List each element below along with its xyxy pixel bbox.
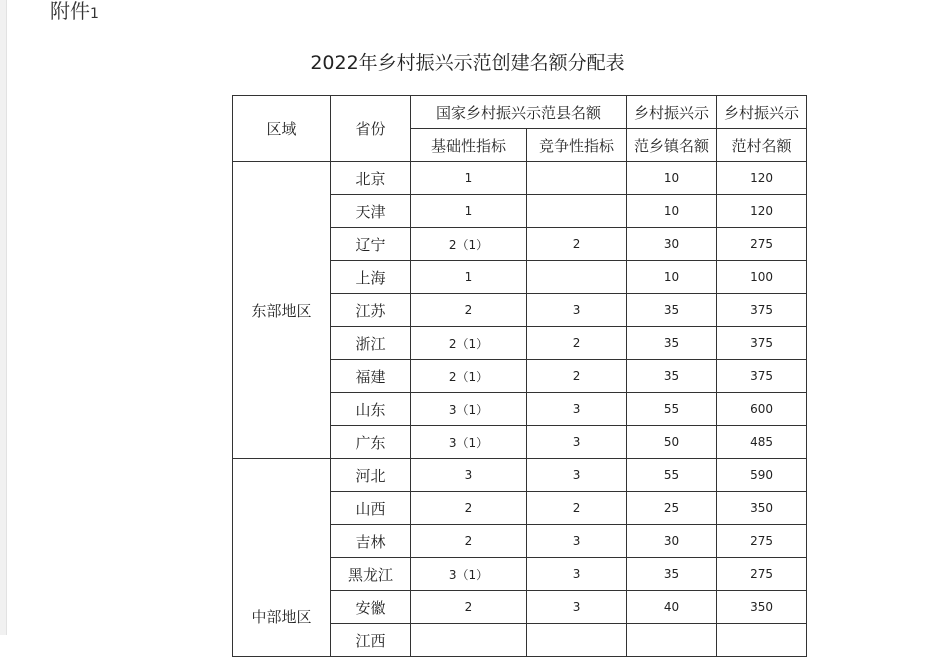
province-cell: 福建 — [331, 360, 411, 393]
competitive-quota-cell: 2 — [527, 360, 627, 393]
attachment-text: 附件 — [50, 0, 90, 23]
village-quota-cell: 600 — [717, 393, 807, 426]
basic-quota-cell: 1 — [411, 261, 527, 294]
town-quota-cell: 25 — [627, 492, 717, 525]
table-row — [233, 459, 807, 492]
competitive-quota-cell: 3 — [527, 459, 627, 492]
village-quota-cell: 375 — [717, 327, 807, 360]
basic-quota-cell: 2 — [411, 492, 527, 525]
village-quota-cell: 375 — [717, 294, 807, 327]
village-quota-cell: 275 — [717, 558, 807, 591]
basic-quota-cell: 1 — [411, 162, 527, 195]
town-quota-cell: 40 — [627, 591, 717, 624]
basic-quota-cell — [411, 624, 527, 657]
town-quota-cell: 30 — [627, 525, 717, 558]
header-town-top: 乡村振兴示 — [627, 96, 717, 129]
region-cell: 东部地区 — [233, 162, 331, 459]
province-cell: 吉林 — [331, 525, 411, 558]
competitive-quota-cell — [527, 261, 627, 294]
basic-quota-cell: 2（1） — [411, 327, 527, 360]
competitive-quota-cell: 2 — [527, 492, 627, 525]
header-province: 省份 — [331, 96, 411, 162]
province-cell: 山东 — [331, 393, 411, 426]
basic-quota-cell: 2（1） — [411, 360, 527, 393]
competitive-quota-cell: 2 — [527, 228, 627, 261]
header-county-quota: 国家乡村振兴示范县名额 — [411, 96, 627, 129]
village-quota-cell: 350 — [717, 591, 807, 624]
header-basic: 基础性指标 — [411, 129, 527, 162]
competitive-quota-cell: 2 — [527, 327, 627, 360]
basic-quota-cell: 3（1） — [411, 393, 527, 426]
header-village-top: 乡村振兴示 — [717, 96, 807, 129]
town-quota-cell: 30 — [627, 228, 717, 261]
town-quota-cell: 10 — [627, 195, 717, 228]
attachment-number: 1 — [90, 6, 99, 22]
competitive-quota-cell — [527, 624, 627, 657]
village-quota-cell: 120 — [717, 195, 807, 228]
competitive-quota-cell — [527, 195, 627, 228]
province-cell: 天津 — [331, 195, 411, 228]
allocation-table — [232, 95, 807, 657]
town-quota-cell: 50 — [627, 426, 717, 459]
town-quota-cell: 35 — [627, 327, 717, 360]
competitive-quota-cell: 3 — [527, 426, 627, 459]
province-cell: 江苏 — [331, 294, 411, 327]
page-left-edge — [0, 0, 7, 635]
village-quota-cell: 120 — [717, 162, 807, 195]
province-cell: 上海 — [331, 261, 411, 294]
table-row — [233, 162, 807, 195]
header-region: 区域 — [233, 96, 331, 162]
basic-quota-cell: 2（1） — [411, 228, 527, 261]
basic-quota-cell: 2 — [411, 591, 527, 624]
town-quota-cell: 35 — [627, 294, 717, 327]
town-quota-cell: 35 — [627, 558, 717, 591]
town-quota-cell: 55 — [627, 459, 717, 492]
basic-quota-cell: 3（1） — [411, 426, 527, 459]
basic-quota-cell: 2 — [411, 525, 527, 558]
village-quota-cell: 275 — [717, 525, 807, 558]
basic-quota-cell: 2 — [411, 294, 527, 327]
province-cell: 江西 — [331, 624, 411, 657]
village-quota-cell: 485 — [717, 426, 807, 459]
header-competitive: 竞争性指标 — [527, 129, 627, 162]
village-quota-cell: 350 — [717, 492, 807, 525]
province-cell: 安徽 — [331, 591, 411, 624]
basic-quota-cell: 1 — [411, 195, 527, 228]
competitive-quota-cell: 3 — [527, 558, 627, 591]
region-cell: 中部地区 — [233, 459, 331, 657]
province-cell: 广东 — [331, 426, 411, 459]
basic-quota-cell: 3 — [411, 459, 527, 492]
competitive-quota-cell — [527, 162, 627, 195]
competitive-quota-cell: 3 — [527, 525, 627, 558]
village-quota-cell: 375 — [717, 360, 807, 393]
town-quota-cell: 35 — [627, 360, 717, 393]
province-cell: 黑龙江 — [331, 558, 411, 591]
village-quota-cell: 275 — [717, 228, 807, 261]
basic-quota-cell: 3（1） — [411, 558, 527, 591]
village-quota-cell: 100 — [717, 261, 807, 294]
header-town-bottom: 范乡镇名额 — [627, 129, 717, 162]
header-row-1 — [233, 96, 807, 129]
attachment-label — [50, 0, 99, 24]
town-quota-cell: 10 — [627, 162, 717, 195]
competitive-quota-cell: 3 — [527, 393, 627, 426]
province-cell: 辽宁 — [331, 228, 411, 261]
town-quota-cell: 55 — [627, 393, 717, 426]
competitive-quota-cell: 3 — [527, 294, 627, 327]
village-quota-cell — [717, 624, 807, 657]
province-cell: 山西 — [331, 492, 411, 525]
village-quota-cell: 590 — [717, 459, 807, 492]
town-quota-cell: 10 — [627, 261, 717, 294]
table-body — [233, 96, 807, 657]
province-cell: 浙江 — [331, 327, 411, 360]
competitive-quota-cell: 3 — [527, 591, 627, 624]
document-title: 2022年乡村振兴示范创建名额分配表 — [310, 52, 625, 74]
header-village-bottom: 范村名额 — [717, 129, 807, 162]
town-quota-cell — [627, 624, 717, 657]
province-cell: 北京 — [331, 162, 411, 195]
province-cell: 河北 — [331, 459, 411, 492]
